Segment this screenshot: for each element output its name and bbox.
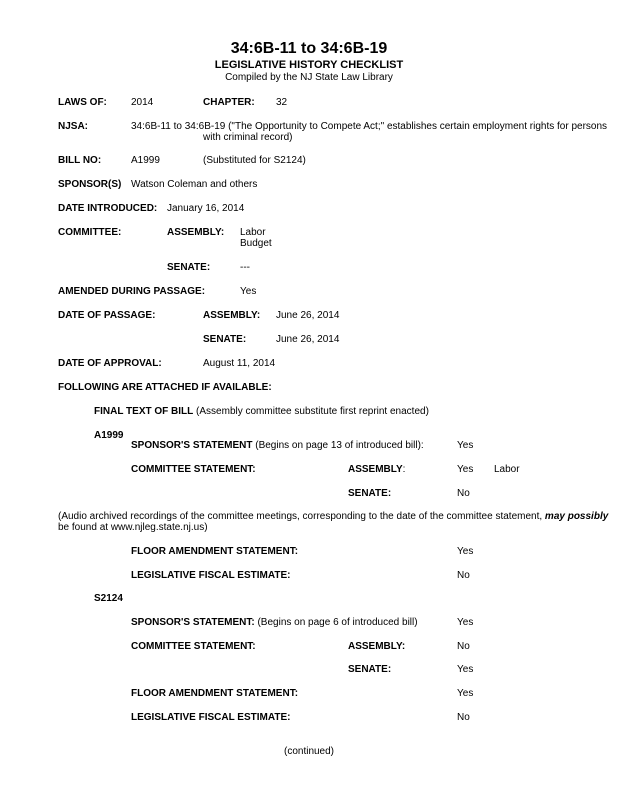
a1999-committee-statement-label: COMMITTEE STATEMENT: [131, 464, 256, 475]
amended-value: Yes [240, 286, 257, 297]
s2124-committee-assembly-value: No [457, 641, 470, 652]
s2124-committee-senate-value: Yes [457, 664, 474, 675]
a1999-committee-assembly-colon: : [402, 464, 406, 475]
compiled-by: Compiled by the NJ State Law Library [225, 72, 393, 83]
a1999-sponsor-statement-label: SPONSOR'S STATEMENT [131, 440, 253, 451]
attached-heading: FOLLOWING ARE ATTACHED IF AVAILABLE: [58, 382, 272, 393]
s2124-floor-amendment-value: Yes [457, 688, 474, 699]
a1999-floor-amendment-value: Yes [457, 546, 474, 557]
laws-of-label: LAWS OF: [58, 97, 107, 108]
committee-assembly-value-1: Labor [240, 227, 266, 238]
passage-senate-value: June 26, 2014 [276, 334, 340, 345]
a1999-committee-senate-value: No [457, 488, 470, 499]
s2124-floor-amendment-label: FLOOR AMENDMENT STATEMENT: [131, 688, 299, 699]
a1999-heading: A1999 [94, 430, 124, 441]
a1999-committee-assembly-label: ASSEMBLY [348, 464, 403, 475]
document-title: 34:6B-11 to 34:6B-19 [230, 40, 388, 57]
sponsors-value: Watson Coleman and others [131, 179, 258, 190]
s2124-committee-assembly-label: ASSEMBLY: [348, 641, 406, 652]
s2124-sponsor-statement-label: SPONSOR'S STATEMENT: [131, 617, 255, 628]
continued-note: (continued) [283, 746, 335, 757]
a1999-committee-assembly-extra: Labor [494, 464, 520, 475]
a1999-committee-assembly-value: Yes [457, 464, 474, 475]
chapter-label: CHAPTER: [203, 97, 255, 108]
committee-assembly-value-2: Budget [240, 238, 272, 249]
final-text-row [94, 406, 429, 418]
date-of-approval-label: DATE OF APPROVAL: [58, 358, 162, 369]
date-introduced-value: January 16, 2014 [167, 203, 245, 214]
committee-label: COMMITTEE: [58, 227, 122, 238]
laws-of-value: 2014 [131, 97, 154, 108]
a1999-committee-senate-label: SENATE: [348, 488, 392, 499]
a1999-sponsor-statement-note: (Begins on page 13 of introduced bill): [255, 440, 424, 451]
sponsors-label: SPONSOR(S) [58, 179, 122, 190]
date-introduced-label: DATE INTRODUCED: [58, 203, 158, 214]
bill-no-note: (Substituted for S2124) [203, 155, 306, 166]
a1999-fiscal-estimate-label: LEGISLATIVE FISCAL ESTIMATE: [131, 570, 291, 581]
final-text-note: (Assembly committee substitute first reprint enacted) [196, 406, 429, 417]
s2124-sponsor-statement-note: (Begins on page 6 of introduced bill) [257, 617, 418, 628]
a1999-fiscal-estimate-value: No [457, 570, 470, 581]
passage-assembly-value: June 26, 2014 [276, 310, 340, 321]
committee-senate-value: --- [240, 262, 250, 273]
njsa-value-line2: with criminal record) [203, 132, 293, 143]
date-of-passage-label: DATE OF PASSAGE: [58, 310, 156, 321]
chapter-value: 32 [276, 97, 288, 108]
njsa-label: NJSA: [58, 121, 89, 132]
date-of-approval-value: August 11, 2014 [203, 358, 276, 369]
committee-assembly-label: ASSEMBLY: [167, 227, 225, 238]
document-subtitle: LEGISLATIVE HISTORY CHECKLIST [214, 59, 404, 71]
s2124-sponsor-statement-row [131, 617, 418, 629]
committee-senate-label: SENATE: [167, 262, 211, 273]
amended-label: AMENDED DURING PASSAGE: [58, 286, 206, 297]
s2124-heading: S2124 [94, 593, 123, 604]
a1999-sponsor-statement-value: Yes [457, 440, 474, 451]
passage-senate-label: SENATE: [203, 334, 247, 345]
audio-note-line2: be found at www.njleg.state.nj.us) [58, 522, 208, 533]
s2124-sponsor-statement-value: Yes [457, 617, 474, 628]
njsa-value-line1: 34:6B-11 to 34:6B-19 ("The Opportunity to Compete Act;" establishes certain employment rights for persons [131, 121, 608, 132]
audio-note-emphasis: may possibly [544, 511, 609, 522]
final-text-label: FINAL TEXT OF BILL [94, 406, 194, 417]
a1999-committee-assembly [348, 464, 405, 476]
s2124-fiscal-estimate-value: No [457, 712, 470, 723]
s2124-committee-statement-label: COMMITTEE STATEMENT: [131, 641, 256, 652]
passage-assembly-label: ASSEMBLY: [203, 310, 261, 321]
a1999-sponsor-statement-row [131, 440, 424, 452]
bill-no-label: BILL NO: [58, 155, 102, 166]
bill-no-value: A1999 [131, 155, 160, 166]
audio-note-text: (Audio archived recordings of the committee meetings, corresponding to the date of the committee statement, [58, 511, 545, 522]
s2124-committee-senate-label: SENATE: [348, 664, 392, 675]
s2124-fiscal-estimate-label: LEGISLATIVE FISCAL ESTIMATE: [131, 712, 291, 723]
a1999-floor-amendment-label: FLOOR AMENDMENT STATEMENT: [131, 546, 299, 557]
